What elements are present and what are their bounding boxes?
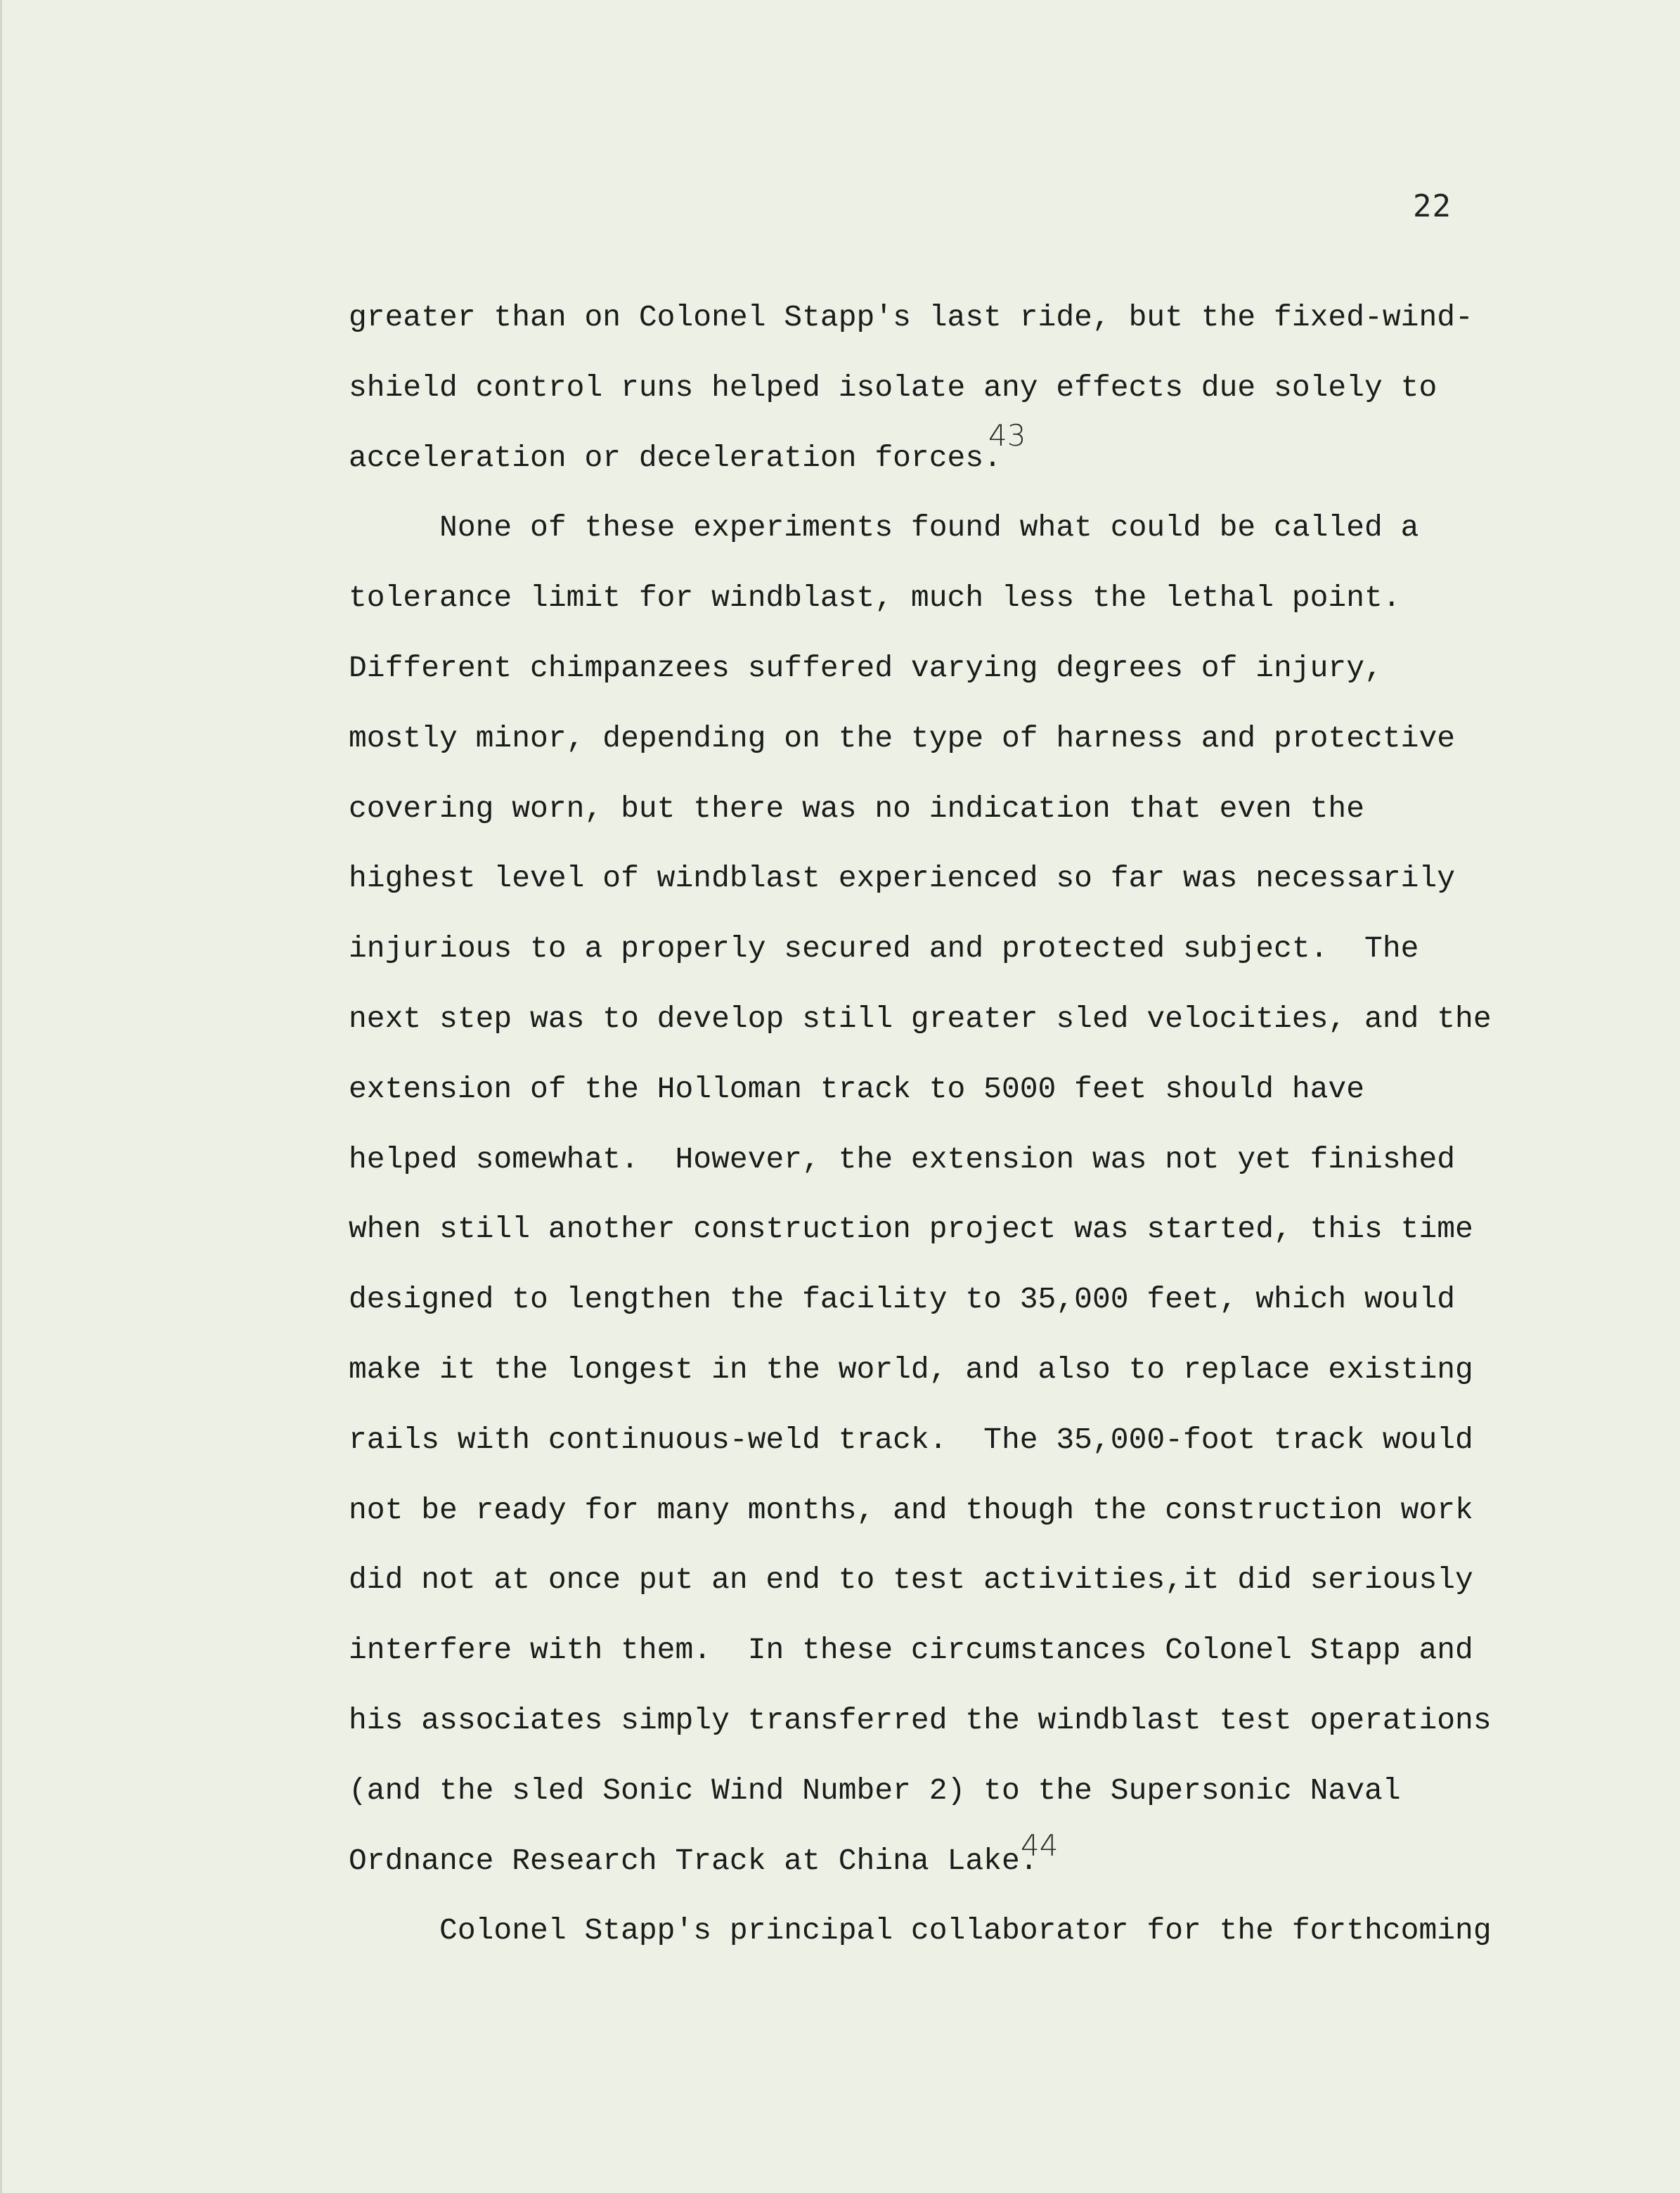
- text-line: tolerance limit for windblast, much less the lethal point.: [349, 581, 1401, 616]
- text-line: when still another construction project was started, this time: [349, 1212, 1473, 1247]
- text-line: did not at once put an end to test activities,it did seriously: [349, 1563, 1473, 1598]
- text-line: not be ready for many months, and though the construction work: [349, 1492, 1473, 1527]
- text-line: shield control runs helped isolate any effects due solely to: [349, 370, 1437, 405]
- text-line: covering worn, but there was no indication that even the: [349, 791, 1365, 826]
- text-line: None of these experiments found what could be called a: [349, 510, 1419, 545]
- body-text: [349, 283, 1492, 1966]
- text-line: (and the sled Sonic Wind Number 2) to the Supersonic Naval: [349, 1773, 1401, 1808]
- text-line: extension of the Holloman track to 5000 feet should have: [349, 1071, 1365, 1106]
- text-line: Colonel Stapp's principal collaborator for the forthcoming: [349, 1913, 1492, 1948]
- page-number: 22: [1413, 188, 1452, 224]
- footnote-marker: 44: [1021, 1828, 1059, 1863]
- text-line: helped somewhat. However, the extension was not yet finished: [349, 1141, 1456, 1177]
- text-line: Different chimpanzees suffered varying degrees of injury,: [349, 650, 1383, 685]
- text-line: acceleration or deceleration forces.: [349, 440, 1002, 475]
- text-line: greater than on Colonel Stapp's last ride, but the fixed-wind-: [349, 300, 1473, 335]
- text-line: injurious to a properly secured and protected subject. The: [349, 931, 1419, 966]
- scan-edge: [0, 0, 2, 2193]
- text-line: interfere with them. In these circumstances Colonel Stapp and: [349, 1633, 1473, 1668]
- text-line: Ordnance Research Track at China Lake.: [349, 1843, 1038, 1878]
- text-line: his associates simply transferred the windblast test operations: [349, 1702, 1492, 1738]
- text-line: rails with continuous-weld track. The 35,000-foot track would: [349, 1422, 1473, 1457]
- text-line: make it the longest in the world, and also to replace existing: [349, 1352, 1473, 1387]
- text-line: mostly minor, depending on the type of harness and protective: [349, 720, 1456, 756]
- text-line: highest level of windblast experienced so far was necessarily: [349, 861, 1456, 896]
- text-line: designed to lengthen the facility to 35,000 feet, which would: [349, 1282, 1456, 1317]
- footnote-marker: 43: [988, 418, 1026, 453]
- text-line: next step was to develop still greater sled velocities, and the: [349, 1001, 1492, 1036]
